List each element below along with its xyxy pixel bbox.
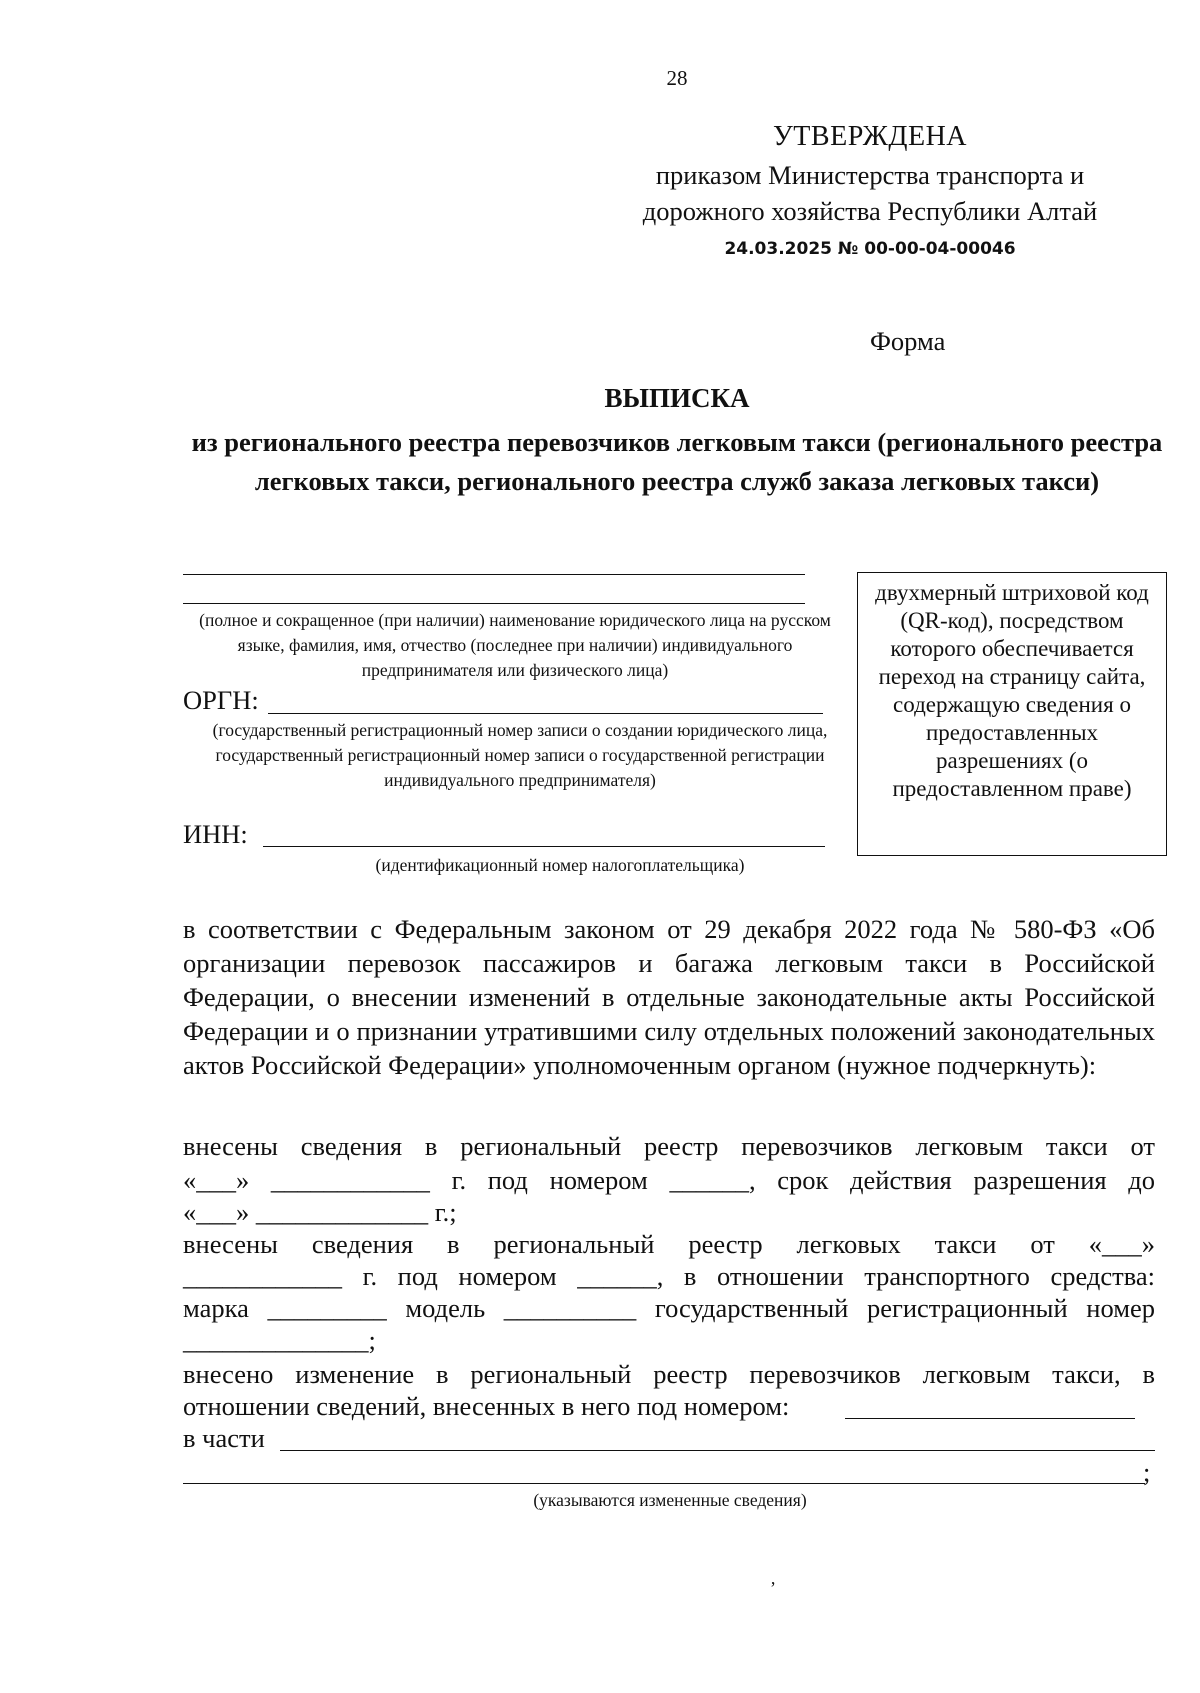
document-title: ВЫПИСКА (604, 383, 750, 413)
change-part-field-2[interactable] (183, 1483, 1145, 1484)
change-registry-line-1[interactable]: внесено изменение в региональный реестр перевозчиков легковым такси, в (183, 1359, 1155, 1389)
ogrn-caption: (государственный регистрационный номер записи о создании юридического лица, государственный регистрационный номер записи о государственной регистрации индивидуального предпринимателя) (212, 720, 828, 790)
intro-paragraph: в соответствии с Федеральным законом от 29 декабря 2022 года № 580-ФЗ «Об организации перевозок пассажиров и багажа легковым такси в Российской Федерации, о внесении изменений в отдельные законодательные акты Российской Федерации и о признании утратившими силу отдельных положений законодательных актов Российской Федерации» уполномоченным органом (нужное подчеркнуть): (183, 914, 1155, 1080)
change-caption: (указываются измененные сведения) (533, 1490, 807, 1510)
carriers-registry-line-3: «___» _____________ г.; (183, 1197, 457, 1227)
ogrn-field[interactable] (268, 713, 823, 714)
name-caption: (полное и сокращенное (при наличии) наименование юридического лица на русском языке, фамилия, имя, отчество (последнее при наличии) индивидуального предпринимателя или физического лица) (199, 610, 831, 680)
change-registry-line-2: отношении сведений, внесенных в него под номером: (183, 1391, 790, 1421)
ogrn-label: ОРГН: (183, 685, 259, 715)
change-number-field[interactable] (845, 1418, 1135, 1419)
taxis-registry-line-2: ____________ г. под номером ______, в отношении транспортного средства: (183, 1261, 1155, 1291)
approval-order-line-2: дорожного хозяйства Республики Алтай (642, 196, 1098, 226)
approval-order-text (585, 157, 1155, 229)
name-line-1[interactable] (183, 574, 805, 575)
taxis-registry-line-1[interactable]: внесены сведения в региональный реестр легковых такси от «___» (183, 1229, 1155, 1259)
form-label: Форма (870, 326, 946, 356)
taxis-registry-line-3: марка _________ модель __________ государственный регистрационный номер (183, 1293, 1155, 1323)
stray-mark: ‚ (770, 1568, 776, 1588)
taxis-registry-line-4: ______________; (183, 1325, 376, 1355)
change-part-label: в части (183, 1423, 265, 1453)
change-part-field-1[interactable] (280, 1450, 1155, 1451)
page-number: 28 (666, 66, 688, 90)
inn-field[interactable] (263, 846, 825, 847)
change-part-end: ; (1143, 1457, 1151, 1487)
carriers-registry-line-1[interactable]: внесены сведения в региональный реестр перевозчиков легковым такси от (183, 1131, 1155, 1161)
approval-order-line-1: приказом Министерства транспорта и (655, 160, 1085, 190)
carriers-registry-line-2: «___» ____________ г. под номером ______, срок действия разрешения до (183, 1165, 1155, 1195)
document-subtitle: из регионального реестра перевозчиков легковым такси (регионального реестра легковых такси, регионального реестра служб заказа легковых такси) (191, 427, 1163, 496)
approval-stamp-title: УТВЕРЖДЕНА (772, 121, 968, 152)
name-line-2[interactable] (183, 603, 805, 604)
approval-date-number: 24.03.2025 № 00-00-04-00046 (724, 239, 1016, 259)
inn-label: ИНН: (183, 819, 248, 849)
qr-code-placeholder-box: двухмерный штриховой код (QR-код), посредством которого обеспечивается переход на страницу сайта, содержащую сведения о предоставленных разрешениях (о предоставленном праве) (857, 572, 1167, 856)
inn-caption: (идентификационный номер налогоплательщика) (375, 855, 745, 875)
